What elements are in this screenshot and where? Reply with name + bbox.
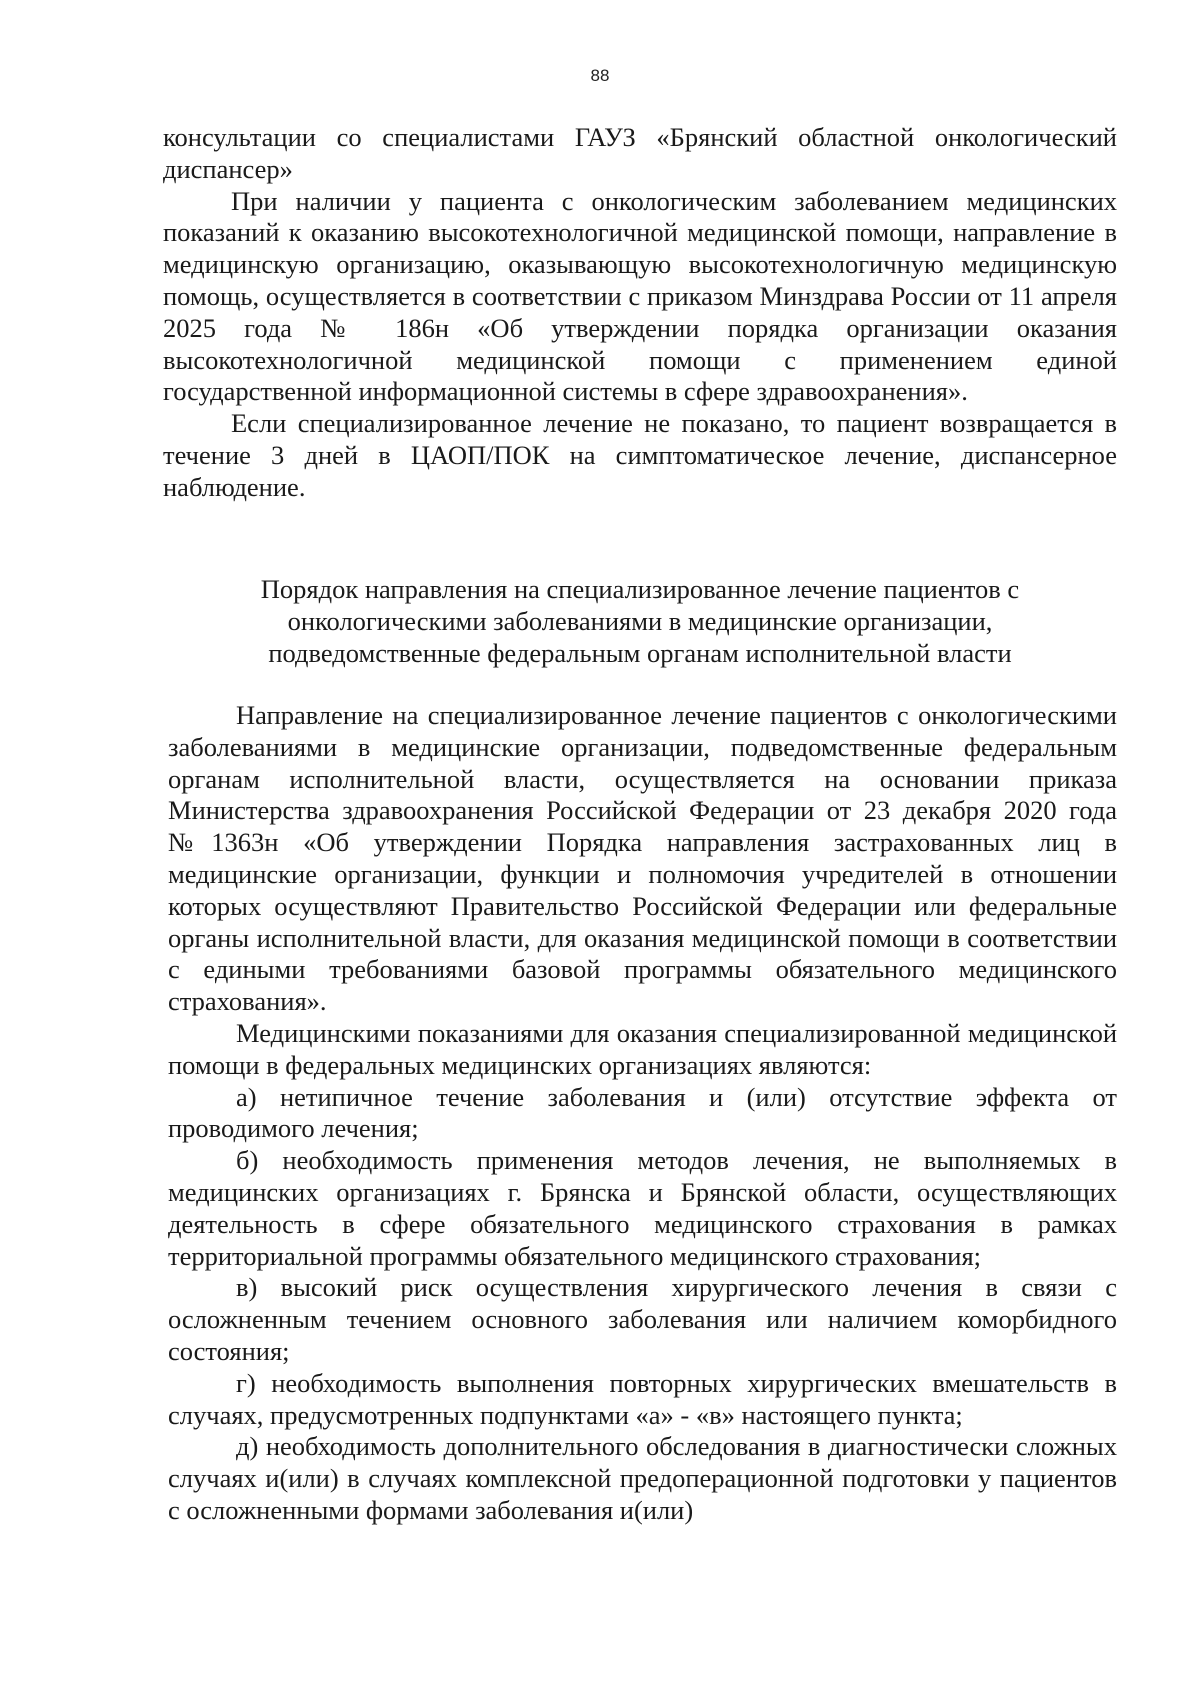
section-intro [163,122,1117,504]
list-item-g: г) необходимость выполнения повторных хирургических вмешательств в случаях, предусмотренных подпунктами «а» - «в» настоящего пункта; [168,1367,1117,1430]
list-item-v: в) высокий риск осуществления хирургического лечения в связи с осложненным течением основного заболевания или наличием коморбидного состояния; [168,1272,1117,1366]
paragraph-return-to-caop: Если специализированное лечение не показано, то пациент возвращается в течение 3 дней в ЦАОП/ПОК на симптоматическое лечение, диспансерное наблюдение. [163,408,1117,502]
list-item-b: б) необходимость применения методов лечения, не выполняемых в медицинских организациях г. Брянска и Брянской области, осуществляющих деятельность в сфере обязательного медицинского страхования в рамках территориальной программы обязательного медицинского страхования; [168,1145,1117,1271]
heading-line-2: онкологическими заболеваниями в медицинские организации, [287,605,993,636]
section-heading [163,574,1117,669]
section-federal-referral [168,700,1117,1527]
paragraph-high-tech-care: При наличии у пациента с онкологическим заболеванием медицинских показаний к оказанию высокотехнологичной медицинской помощи, направление в медицинскую организацию, оказывающую высокотехнологичную медицинскую помощь, осуществляется в соответствии с приказом Минздрава России от 11 апреля 2025 года № 186н «Об утверждении порядка организации оказания высокотехнологичной медицинской помощи с применением единой государственной информационной системы в сфере здравоохранения». [163,185,1117,407]
list-item-d: д) необходимость дополнительного обследования в диагностически сложных случаях и(или) в случаях комплексной предоперационной подготовки у пациентов с осложненными формами заболевания и(или) [168,1431,1117,1525]
paragraph-referral-basis: Направление на специализированное лечение пациентов с онкологическими заболеваниями в медицинские организации, подведомственные федеральным органам исполнительной власти, осуществляется на основании приказа Министерства здравоохранения Российской Федерации от 23 декабря 2020 года №1363н «Об утверждении Порядка направления застрахованных лиц в медицинские организации, функции и полномочия учредителей в отношении которых осуществляют Правительство Российской Федерации или федеральные органы исполнительной власти, для оказания медицинской помощи в соответствии с едиными требованиями базовой программы обязательного медицинского страхования». [168,700,1117,1017]
heading-line-3: подведомственные федеральным органам исполнительной власти [268,637,1012,668]
heading-line-1: Порядок направления на специализированное лечение пациентов с [260,574,1020,604]
list-item-a: а) нетипичное течение заболевания и (или) отсутствие эффекта от проводимого лечения; [168,1081,1117,1144]
page-number: 88 [590,66,610,85]
paragraph-consultation: консультации со специалистами ГАУЗ «Брянский областной онкологический диспансер» [163,122,1117,184]
paragraph-medical-indications: Медицинскими показаниями для оказания специализированной медицинской помощи в федеральных медицинских организациях являются: [168,1017,1117,1080]
